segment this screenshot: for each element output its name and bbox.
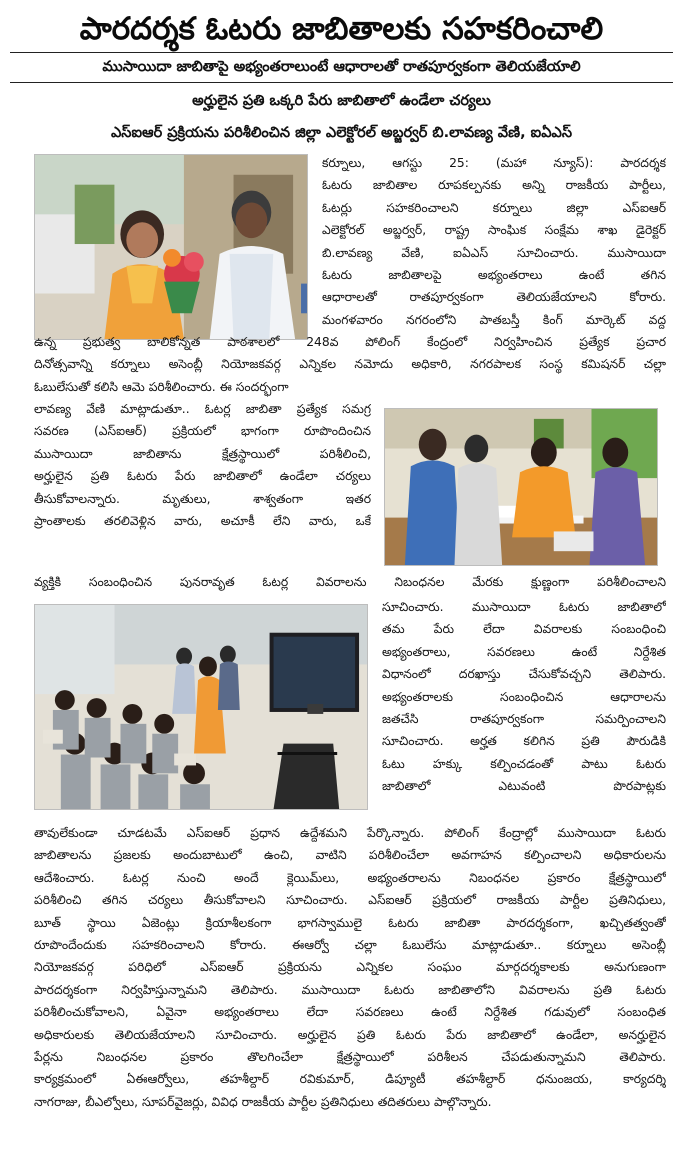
subhead-rule-1	[10, 82, 673, 83]
text-line: అభ్యంతరాలు, సవరణలు ఉంటే నిర్దేశిత	[382, 644, 666, 659]
text-line: అధికారులకు తెలియజేయాలని సూచించారు. అర్హులైన ప్రతి ఓటరు పేరు జాబితాలో ఉండేలా, అనర్హులైన	[34, 1027, 666, 1042]
text-line: వ్యక్తికి సంబంధించిన పునరావృత ఓటర్ల వివరాలను నిబంధనల మేరకు క్షుణ్ణంగా పరిశీలించాలని	[34, 575, 666, 589]
text-line: నాగరాజు, బీఎల్వోలు, సూపర్‌వైజర్లు, వివిధ రాజకీయ పార్టీల ప్రతినిధులు తదితరులు పాల్గొన్నారు.	[34, 1094, 492, 1109]
text-line: ప్రాంతాలకు తరలివెళ్లిన వారు, అచూకీ లేని వారు, ఒకే	[34, 513, 371, 528]
text-line: ఆధారాలతో రాతపూర్వకంగా తెలియజేయాలని కోరారు.	[322, 290, 666, 305]
text-line: అర్హులైన ప్రతి ఓటరు పేరు జాబితాలో ఉండేలా చర్యలు	[34, 469, 371, 484]
text-line: పారదర్శకంగా నిర్వహిస్తున్నామని తెలిపారు. ముసాయిదా ఓటరు జాబితాలోని వివరాలను ప్రతి ఓటరు	[34, 982, 666, 997]
text-line: ఎలెక్టోరల్ అబ్జర్వర్, రాష్ట్ర సాంఘిక సంక్షేమ శాఖ డైరెక్టర్	[322, 223, 666, 238]
text-line: ఉన్న ప్రభుత్వ బాలికోన్నత పాఠశాలలో 248వ పోలింగ్ కేంద్రంలో నిర్వహించిన ప్రత్యేక ప్రచార	[34, 335, 666, 349]
text-line: ఆదేశించారు. ఓటర్ల నుంచి అందే క్లెయిమ్‌లు, అభ్యంతరాలను నిబంధనల ప్రకారం క్షేత్రస్థాయిలో	[34, 870, 666, 885]
text-line: కర్నూలు, ఆగస్టు 25: (మహా న్యూస్): పారదర్శక	[322, 156, 666, 170]
text-line: ఓటరు జాబితాల రూపకల్పనకు అన్ని రాజకీయ పార్టీలు,	[322, 178, 666, 193]
text-line: బి.లావణ్య వేణి, ఐఏఎస్ సూచించారు. ముసాయిదా	[322, 245, 666, 260]
subhead-1: ముసాయిదా జాబితాపై అభ్యంతరాలుంటే ఆధారాలతో రాతపూర్వకంగా తెలియజేయాలి	[102, 59, 581, 75]
text-line: తమ పేరు లేదా వివరాలకు సంబంధించి	[382, 622, 666, 637]
officials-inspecting-register-photo	[384, 408, 658, 566]
classroom-students-photo	[34, 604, 368, 810]
article-text-block-2	[34, 331, 666, 398]
text-line: ఓటు హక్కు కల్పించడంతో పాటు ఓటరు	[382, 756, 666, 771]
subhead-2: అర్హులైన ప్రతి ఒక్కరి పేరు జాబితాలో ఉండేలా చర్యలు	[192, 93, 491, 109]
text-line: నియోజకవర్గ పరిధిలో ఎస్ఐఆర్ ప్రక్రియను ఎన్నికల సంఘం మార్గదర్శకాలకు అనుగుణంగా	[34, 960, 666, 975]
article-text-block-4	[34, 571, 666, 593]
text-line: తావులేకుండా చూడటమే ఎస్ఐఆర్ ప్రధాన ఉద్దేశమని పేర్కొన్నారు. పోలింగ్ కేంద్రాల్లో ముసాయిదా ఓటరు	[34, 826, 666, 840]
text-line: సవరణ (ఎస్ఐఆర్) ప్రక్రియలో భాగంగా రూపొందించిన	[34, 424, 371, 439]
text-line: జాబితాలను ప్రజలకు అందుబాటులో ఉంచి, వాటిని పరిశీలించేలా అవగాహన కల్పించాలని అధికారులను	[34, 848, 666, 863]
text-line: రూపొందేందుకు సహకరించాలని కోరారు. ఈఆర్వో చల్లా ఓబులేసు మాట్లాడుతూ.. కర్నూలు అసెంబ్లీ	[34, 937, 666, 952]
text-line: దినోత్సవాన్ని కర్నూలు అసెంబ్లీ నియోజకవర్గ ఎన్నికల నమోదు అధికారి, నగరపాలక సంస్థ కమిషనర్ చల్లా	[34, 357, 666, 372]
headline-rule	[10, 52, 673, 53]
text-line: మంగళవారం నగరంలోని పాతబస్తీ కింగ్ మార్కెట్ వద్ద	[322, 312, 666, 327]
text-line: పరిశీలించి తగిన చర్యలు తీసుకోవాలని సూచించారు. ఎస్ఐఆర్ ప్రక్రియలో రాజకీయ పార్టీల ప్రతినిధులు,	[34, 893, 666, 908]
text-line: జాబితాలో ఎటువంటి పొరపాట్లకు	[382, 779, 666, 794]
text-line: సూచించారు. అర్హత కలిగిన ప్రతి పౌరుడికి	[382, 734, 666, 749]
text-line: పరిశీలించుకోవాలని, ఏవైనా అభ్యంతరాలు లేదా సవరణలు ఉంటే నిర్దేశిత గడువులో సంబంధిత	[34, 1005, 666, 1020]
headline: పారదర్శక ఓటరు జాబితాలకు సహకరించాలి	[79, 11, 604, 47]
bouquet-greeting-photo	[34, 154, 308, 340]
text-line: విధానంలో దరఖాస్తు చేసుకోవచ్చని తెలిపారు.	[382, 667, 666, 682]
text-line: బూత్ స్థాయి ఏజెంట్లు క్రియాశీలకంగా భాగస్వాములై ఓటరు జాబితా పారదర్శకంగా, ఖచ్చితత్వంతో	[34, 915, 666, 930]
text-line: ఓటర్లు సహకరించాలని కర్నూలు జిల్లా ఎస్ఐఆర్	[322, 200, 666, 215]
text-line: లావణ్య వేణి మాట్లాడుతూ.. ఓటర్ల జాబితా ప్రత్యేక సమగ్ర	[34, 402, 371, 416]
text-line: ముసాయిదా జాబితాను క్షేత్రస్థాయిలో పరిశీలించి,	[34, 446, 371, 461]
text-line: పేర్లను నిబంధనల ప్రకారం తొలగించేలా క్షేత్రస్థాయిలో పరిశీలన చేపడుతున్నామని తెలిపారు.	[34, 1049, 666, 1064]
article-text-block-1	[322, 152, 666, 331]
article-text-block-6	[34, 822, 666, 1113]
text-line: తీసుకోవాలన్నారు. మృతులు, శాశ్వతంగా ఇతర	[34, 491, 371, 506]
text-line: ఓటరు జాబితాలపై అభ్యంతరాలు ఉంటే తగిన	[322, 267, 666, 282]
text-line: కార్యక్రమంలో ఏఈఆర్వోలు, తహశీల్దార్ రవికుమార్, డిప్యూటీ తహశీల్దార్ ధనుంజయ, కార్యదర్శి	[34, 1072, 666, 1087]
text-line: ఓబులేసుతో కలిసి ఆమె పరిశీలించారు. ఈ సందర్భంగా	[34, 379, 289, 394]
text-line: అభ్యంతరాలకు సంబంధించిన ఆధారాలను	[382, 689, 666, 704]
text-line: జతచేసి రాతపూర్వకంగా సమర్పించాలని	[382, 711, 666, 726]
article-text-block-5	[382, 596, 666, 798]
subhead-3: ఎస్ఐఆర్ ప్రక్రియను పరిశీలించిన జిల్లా ఎలెక్టోరల్ అబ్జర్వర్ బి.లావణ్య వేణి, ఐఏఎస్	[110, 125, 572, 141]
article-text-block-3	[34, 398, 371, 532]
text-line: సూచించారు. ముసాయిదా ఓటరు జాబితాలో	[382, 600, 666, 614]
